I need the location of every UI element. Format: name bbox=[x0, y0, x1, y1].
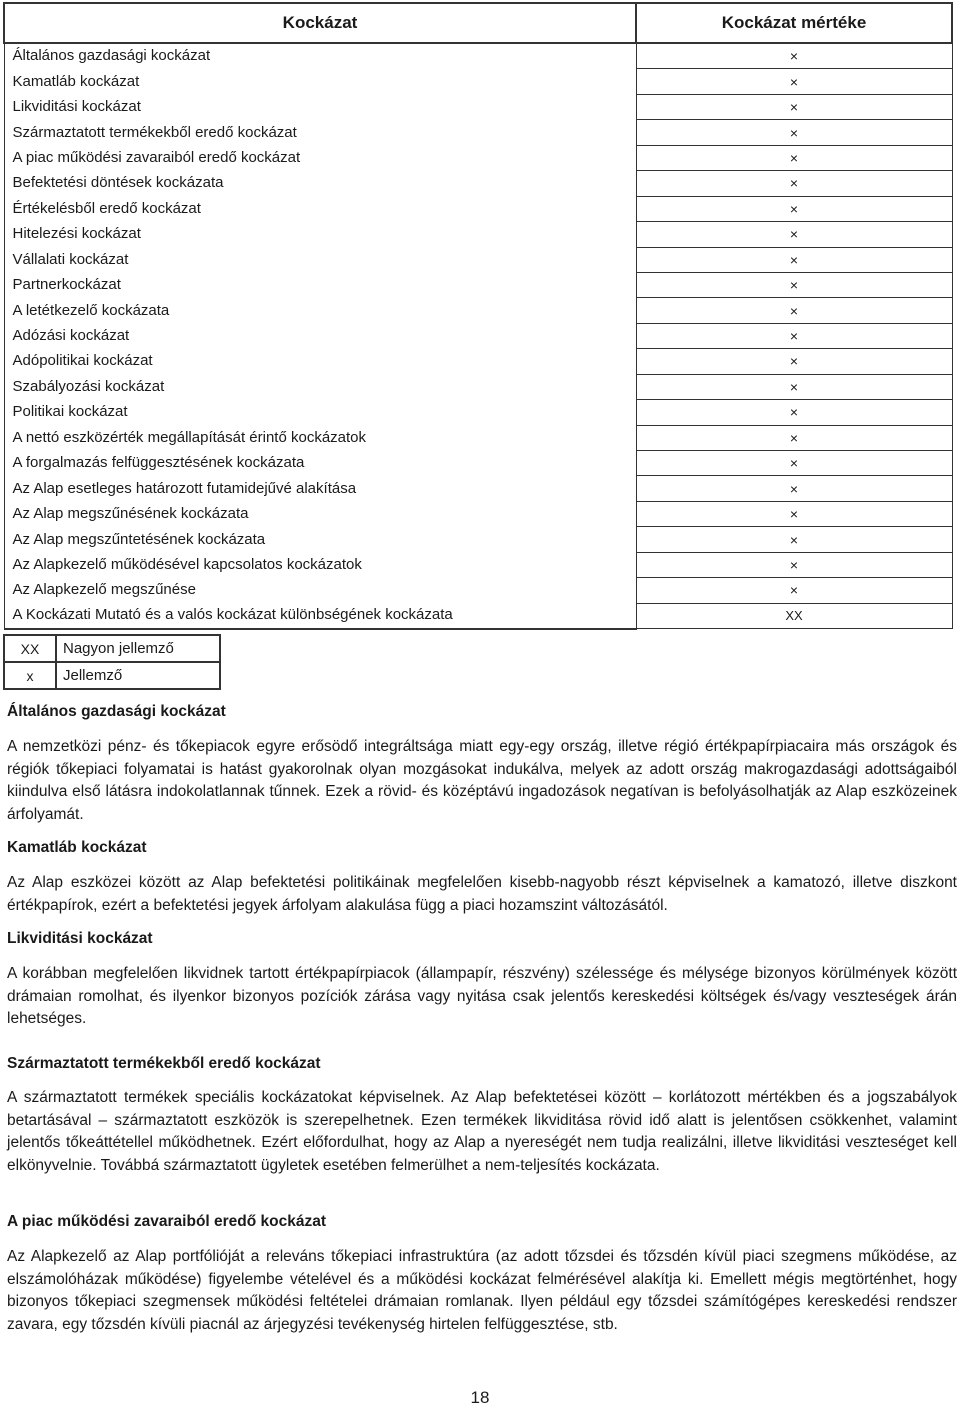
risk-level: × bbox=[636, 425, 952, 450]
risk-level: × bbox=[636, 400, 952, 425]
legend-table bbox=[3, 634, 221, 690]
risk-row bbox=[4, 247, 952, 272]
header-risk: Kockázat bbox=[4, 3, 636, 43]
risk-row bbox=[4, 145, 952, 170]
risk-row bbox=[4, 476, 952, 501]
section-paragraph: A származtatott termékek speciális kockázatokat képviselnek. Az Alap befektetései között – korlátozott mértékben és a jogszabályok betartásával – származtatott eszközök is szerepelhetnek. Ezen termékek likviditása rövid idő alatt is jelentősen csökkenhet, valamint jelentős tőkeáttétellel működhetnek. Ezért előfordulhat, hogy az Alap a nyereségét nem tudja realizálni, illetve likviditási veszteséget kell elkönyvelnie. Továbbá származtatott ügyletek esetében felmerülhet a nem-teljesítés kockázata. bbox=[7, 1089, 957, 1175]
risk-name: Általános gazdasági kockázat bbox=[4, 43, 636, 69]
risk-level: × bbox=[636, 298, 952, 323]
legend-label: Jellemző bbox=[56, 662, 220, 689]
header-risk-level: Kockázat mértéke bbox=[636, 3, 952, 43]
risk-level: × bbox=[636, 145, 952, 170]
risk-name: Likviditási kockázat bbox=[4, 94, 636, 119]
risk-row bbox=[4, 298, 952, 323]
risk-row bbox=[4, 196, 952, 221]
section-paragraph: A nemzetközi pénz- és tőkepiacok egyre erősödő integráltsága miatt egy-egy ország, illetve régió értékpapírpiacaira más országok és régiók tőkepiaci folyamatai is hatást gyakorolnak olyan mozgásokat indukálva, melyek az adott ország makrogazdasági adottságaiból kiindulva első látásra indokolatlannak tűnnek. Ezek a rövid- és középtávú ingadozások negatívan is befolyásolhatják az Alap eszközeinek árfolyamát. bbox=[7, 738, 957, 824]
section-paragraph: Az Alapkezelő az Alap portfólióját a releváns tőkepiaci infrastruktúra (az adott tőzsdei és tőzsdén kívül piaci szegmens működése, az elszámolóházak működése) figyelembe vételével és a működési kockázat felmérésével alakítja ki. Emellett mégis megtörténhet, hogy bizonyos tőkepiaci szegmensek működési feltételei drámaian romlanak. Ilyen például egy tőzsdei számítógépes kereskedési rendszer zavara, egy tőzsdén kívüli piacnál az árjegyzési tevékenység hirtelen felfüggesztése, stb. bbox=[7, 1248, 957, 1334]
risk-name: Az Alap esetleges határozott futamidejűvé alakítása bbox=[4, 476, 636, 501]
risk-row bbox=[4, 171, 952, 196]
risk-level: × bbox=[636, 171, 952, 196]
risk-level: × bbox=[636, 578, 952, 603]
legend-row bbox=[4, 662, 220, 689]
risk-level: × bbox=[636, 501, 952, 526]
legend-row bbox=[4, 635, 220, 662]
risk-name: Szabályozási kockázat bbox=[4, 374, 636, 399]
risk-level: × bbox=[636, 374, 952, 399]
risk-row bbox=[4, 552, 952, 577]
risk-level: × bbox=[636, 247, 952, 272]
risk-row bbox=[4, 527, 952, 552]
risk-name: Származtatott termékekből eredő kockázat bbox=[4, 120, 636, 145]
risk-level: × bbox=[636, 349, 952, 374]
risk-row bbox=[4, 374, 952, 399]
risk-level: × bbox=[636, 527, 952, 552]
risk-level: × bbox=[636, 476, 952, 501]
legend-symbol: x bbox=[4, 662, 56, 689]
risk-table-header bbox=[4, 3, 952, 43]
risk-level: × bbox=[636, 69, 952, 94]
risk-table-body bbox=[4, 43, 952, 629]
risk-level: × bbox=[636, 323, 952, 348]
section-paragraph: Az Alap eszközei között az Alap befektetési politikáinak megfelelően kisebb-nagyobb részt képviselnek a kamatozó, illetve diszkont értékpapírok, ezért a befektetési jegyek árfolyam alakulása függ a piaci hozamszint változásától. bbox=[7, 874, 957, 914]
risk-name: A nettó eszközérték megállapítását érintő kockázatok bbox=[4, 425, 636, 450]
risk-name: Az Alap megszűntetésének kockázata bbox=[4, 527, 636, 552]
risk-row bbox=[4, 43, 952, 69]
risk-row bbox=[4, 94, 952, 119]
risk-name: Partnerkockázat bbox=[4, 272, 636, 297]
risk-name: A forgalmazás felfüggesztésének kockázata bbox=[4, 451, 636, 476]
legend-symbol: XX bbox=[4, 635, 56, 662]
risk-name: Adópolitikai kockázat bbox=[4, 349, 636, 374]
risk-name: Adózási kockázat bbox=[4, 323, 636, 348]
section-heading: Általános gazdasági kockázat bbox=[7, 703, 226, 720]
section-heading: Kamatláb kockázat bbox=[7, 839, 147, 856]
legend-label: Nagyon jellemző bbox=[56, 635, 220, 662]
risk-level: × bbox=[636, 552, 952, 577]
risk-row bbox=[4, 349, 952, 374]
risk-row bbox=[4, 272, 952, 297]
risk-level: XX bbox=[636, 603, 952, 628]
risk-name: Az Alap megszűnésének kockázata bbox=[4, 501, 636, 526]
risk-name: Politikai kockázat bbox=[4, 400, 636, 425]
risk-name: Az Alapkezelő működésével kapcsolatos kockázatok bbox=[4, 552, 636, 577]
risk-row bbox=[4, 578, 952, 603]
section-heading: Származtatott termékekből eredő kockázat bbox=[7, 1055, 321, 1072]
risk-table bbox=[3, 2, 953, 630]
risk-level: × bbox=[636, 272, 952, 297]
risk-level: × bbox=[636, 120, 952, 145]
risk-name: Kamatláb kockázat bbox=[4, 69, 636, 94]
risk-name: A Kockázati Mutató és a valós kockázat különbségének kockázata bbox=[4, 603, 636, 628]
risk-level: × bbox=[636, 451, 952, 476]
risk-name: Értékelésből eredő kockázat bbox=[4, 196, 636, 221]
risk-name: Hitelezési kockázat bbox=[4, 222, 636, 247]
risk-row bbox=[4, 400, 952, 425]
risk-level: × bbox=[636, 94, 952, 119]
risk-row bbox=[4, 120, 952, 145]
risk-level: × bbox=[636, 222, 952, 247]
risk-row bbox=[4, 451, 952, 476]
page-number: 18 bbox=[470, 1388, 490, 1407]
risk-row bbox=[4, 323, 952, 348]
risk-name: A piac működési zavaraiból eredő kockázat bbox=[4, 145, 636, 170]
risk-name: Befektetési döntések kockázata bbox=[4, 171, 636, 196]
risk-name: Az Alapkezelő megszűnése bbox=[4, 578, 636, 603]
risk-name: A letétkezelő kockázata bbox=[4, 298, 636, 323]
risk-row bbox=[4, 603, 952, 628]
risk-level: × bbox=[636, 43, 952, 69]
risk-row bbox=[4, 501, 952, 526]
section-paragraph: A korábban megfelelően likvidnek tartott értékpapírpiacok (állampapír, részvény) szélessége és mélysége bizonyos körülmények között drámaian romolhat, és ilyenkor bizonyos pozíciók zárása vagy nyitása csak jelentős kereskedési költségek és/vagy veszteségek árán lehetséges. bbox=[7, 965, 957, 1028]
section-heading: Likviditási kockázat bbox=[7, 930, 153, 947]
section-heading: A piac működési zavaraiból eredő kockázat bbox=[7, 1213, 327, 1230]
risk-row bbox=[4, 425, 952, 450]
risk-name: Vállalati kockázat bbox=[4, 247, 636, 272]
risk-level: × bbox=[636, 196, 952, 221]
risk-row bbox=[4, 222, 952, 247]
risk-row bbox=[4, 69, 952, 94]
